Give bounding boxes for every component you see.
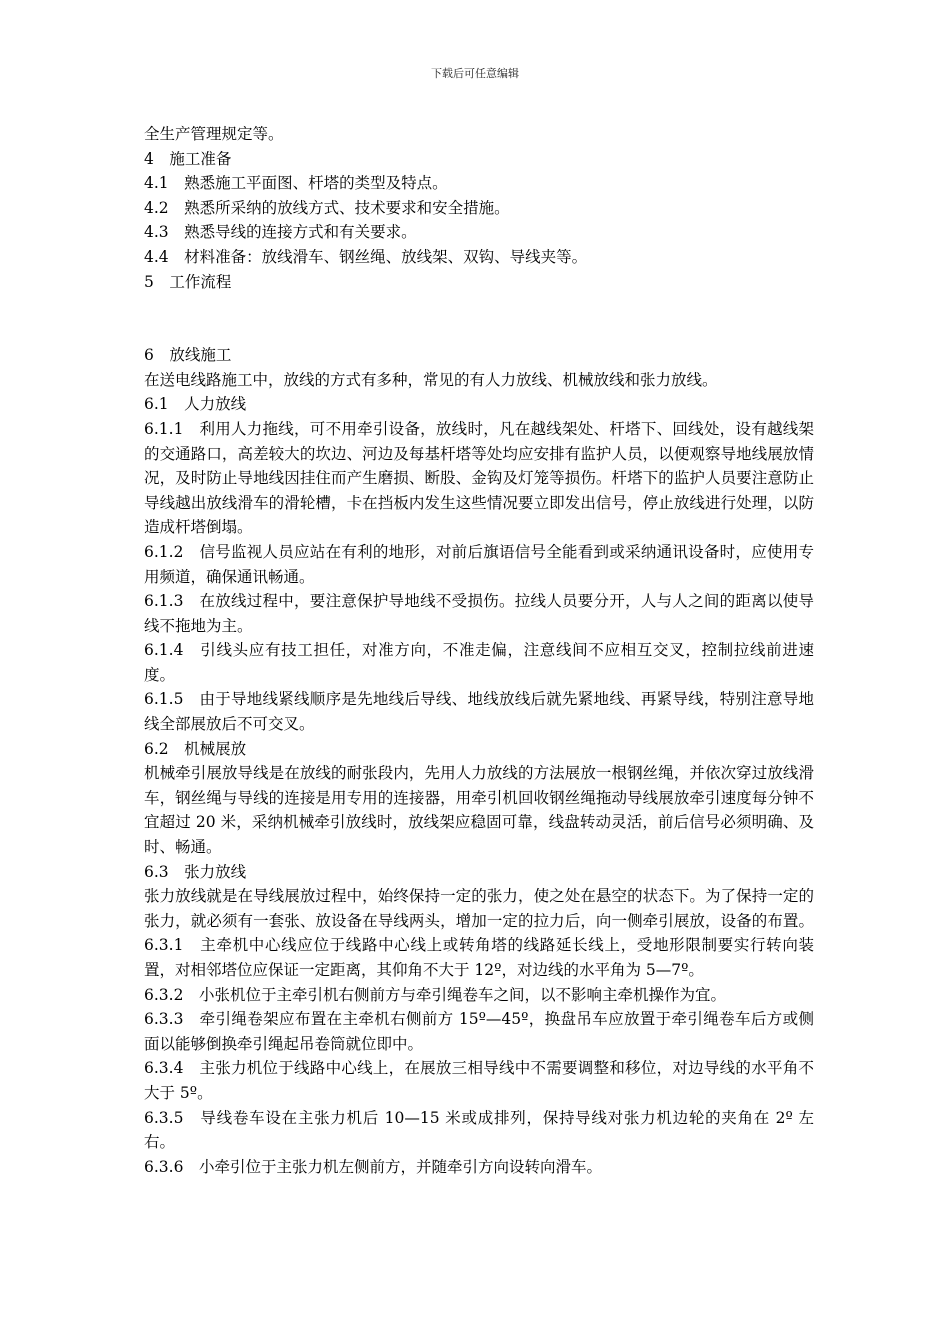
paragraph: 6.1.5 由于导地线紧线顺序是先地线后导线、地线放线后就先紧地线、再紧导线，特别注意导地线全部展放后不可交叉。 (144, 690, 814, 734)
list-item: 4.4 材料准备：放线滑车、钢丝绳、放线架、双钩、导线夹等。 (144, 247, 588, 266)
paragraph: 全生产管理规定等。 (144, 125, 284, 143)
paragraph: 6.1.1 利用人力拖线，可不用牵引设备，放线时，凡在越线架处、杆塔下、回线处，设有越线架的交通路口，高差较大的坎边、河边及每基杆塔等处均应安排有监护人员，以便观察导地线展放情况，及时防止导地线因挂住而产生磨损、断股、金钩及灯笼等损伤。杆塔下的监护人员要注意防止导线越出放线滑车的滑轮槽，卡在挡板内发生这些情况要立即发出信号，停止放线进行处理，以防造成杆塔倒塌。 (144, 419, 814, 537)
paragraph: 6.3.6 小牵引位于主张力机左侧前方，并随牵引方向设转向滑车。 (144, 1157, 602, 1176)
page-header: 下载后可任意编辑 (431, 67, 519, 80)
list-item: 4.1 熟悉施工平面图、杆塔的类型及特点。 (144, 174, 448, 193)
paragraph: 6.3.5 导线卷车设在主张力机后 10—15 米或成排列，保持导线对张力机边轮的夹角在 2º 左右。 (144, 1108, 814, 1152)
section-heading: 4 施工准备 (144, 149, 232, 168)
list-item: 4.3 熟悉导线的连接方式和有关要求。 (144, 223, 417, 242)
paragraph: 张力放线就是在导线展放过程中，始终保持一定的张力，使之处在悬空的状态下。为了保持一定的张力，就必须有一套张、放设备在导线两头，增加一定的拉力后，向一侧牵引展放，设备的布置。 6.3.1 主牵机中心线应位于线路中心线上或转角塔的线路延长线上，受地形限制要实行转向装置，对相邻塔位应保证一定距离，其仰角不大于 12º，对边线的水平角为 5—7º。 (144, 887, 814, 979)
paragraph: 6.1.2 信号监视人员应站在有利的地形，对前后旗语信号全能看到或采纳通讯设备时，应使用专用频道，确保通讯畅通。 (144, 542, 814, 586)
paragraph: 6.3.4 主张力机位于线路中心线上，在展放三相导线中不需要调整和移位，对边导线的水平角不大于 5º。 (144, 1059, 814, 1102)
paragraph: 6.3.3 牵引绳卷架应布置在主牵机右侧前方 15º—45º，换盘吊车应放置于牵引绳卷车后方或侧面以能够倒换牵引绳起吊卷筒就位即中。 (144, 1010, 814, 1053)
paragraph: 6.3.2 小张机位于主牵引机右侧前方与牵引绳卷车之间，以不影响主牵机操作为宜。 (144, 985, 726, 1004)
subsection-heading: 6.2 机械展放 (144, 739, 247, 758)
section-heading: 5 工作流程 (144, 272, 232, 291)
list-item: 4.2 熟悉所采纳的放线方式、技术要求和安全措施。 (144, 198, 510, 217)
document-body (144, 122, 814, 1179)
paragraph: 在送电线路施工中，放线的方式有多种，常见的有人力放线、机械放线和张力放线。 (144, 370, 718, 389)
paragraph: 6.1.3 在放线过程中，要注意保护导地线不受损伤。拉线人员要分开，人与人之间的距离以使导线不拖地为主。 (144, 592, 814, 635)
paragraph: 6.1.4 引线头应有技工担任，对准方向，不准走偏，注意线间不应相互交叉，控制拉线前进速度。 (144, 641, 814, 684)
blank-space (144, 294, 814, 343)
subsection-heading: 6.1 人力放线 (144, 395, 247, 414)
subsection-heading: 6.3 张力放线 (144, 862, 247, 881)
section-heading: 6 放线施工 (144, 346, 232, 365)
paragraph: 机械牵引展放导线是在放线的耐张段内，先用人力放线的方法展放一根钢丝绳，并依次穿过放线滑车，钢丝绳与导线的连接是用专用的连接器，用牵引机回收钢丝绳拖动导线展放牵引速度每分钟不宜超过 20 米，采纳机械牵引放线时，放线架应稳固可靠，线盘转动灵活，前后信号必须明确、及时、畅通。 (144, 764, 814, 857)
